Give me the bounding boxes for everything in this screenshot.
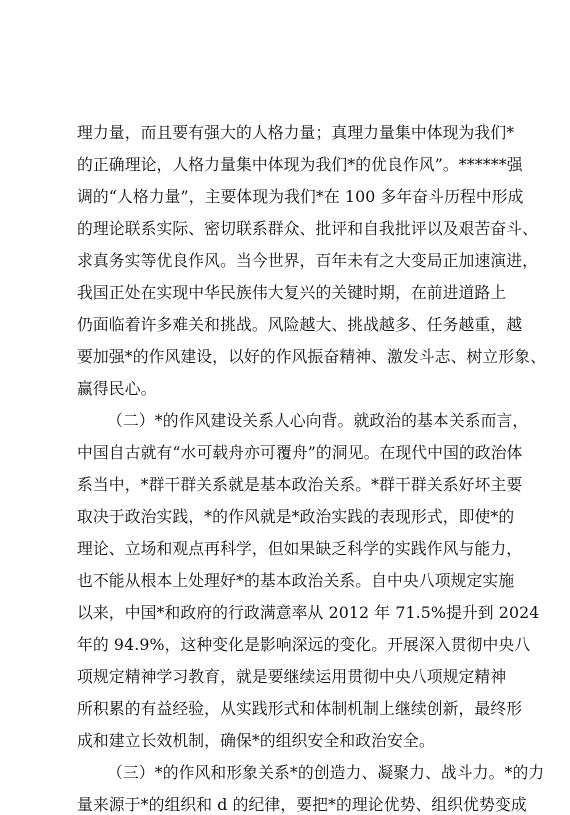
text-line: 中国自古就有“水可载舟亦可覆舟”的洞见。在现代中国的政治体 bbox=[77, 443, 523, 462]
text-line: 年的 94.9%，这种变化是影响深远的变化。开展深入贯彻中央八 bbox=[77, 635, 531, 654]
text-line: 理论、立场和观点再科学，但如果缺乏科学的实践作风与能力， bbox=[77, 539, 523, 558]
text-line: 的理论联系实际、密切联系群众、批评和自我批评以及艰苦奋斗、 bbox=[77, 219, 539, 238]
text-line: 仍面临着许多难关和挑战。风险越大、挑战越多、任务越重，越 bbox=[77, 315, 523, 334]
text-line: 我国正处在实现中华民族伟大复兴的关键时期，在前进道路上 bbox=[77, 283, 507, 302]
text-line: 的正确理论，人格力量集中体现为我们*的优良作风”。******强 bbox=[77, 155, 523, 174]
text-line: 求真务实等优良作风。当今世界，百年未有之大变局正加速演进， bbox=[77, 251, 539, 270]
text-line: 取决于政治实践，*的作风就是*政治实践的表现形式，即使*的 bbox=[77, 507, 515, 526]
text-line: 理力量，而且要有强大的人格力量；真理力量集中体现为我们* bbox=[77, 123, 515, 142]
text-line: 以来，中国*和政府的行政满意率从 2012 年 71.5%提升到 2024 bbox=[77, 603, 540, 622]
text-line: 系当中，*群干群关系就是基本政治关系。*群干群关系好坏主要 bbox=[77, 475, 523, 494]
text-line: 赢得民心。 bbox=[77, 379, 157, 398]
text-line: 项规定精神学习教育，就是要继续运用贯彻中央八项规定精神 bbox=[77, 667, 507, 686]
text-line: （三）*的作风和形象关系*的创造力、凝聚力、战斗力。*的力 bbox=[107, 763, 545, 782]
text-line: 要加强*的作风建设，以好的作风振奋精神、激发斗志、树立形象、 bbox=[77, 347, 547, 366]
text-line: （二）*的作风建设关系人心向背。就政治的基本关系而言， bbox=[107, 411, 529, 430]
text-line: 所积累的有益经验，从实践形式和体制机制上继续创新，最终形 bbox=[77, 699, 523, 718]
text-line: 调的“人格力量”，主要体现为我们*在 100 多年奋斗历程中形成 bbox=[77, 187, 524, 206]
text-line: 成和建立长效机制，确保*的组织安全和政治安全。 bbox=[77, 731, 435, 750]
text-line: 量来源于*的组织和 d 的纪律，要把*的理论优势、组织优势变成 bbox=[77, 795, 527, 814]
text-line: 也不能从根本上处理好*的基本政治关系。自中央八项规定实施 bbox=[77, 571, 515, 590]
